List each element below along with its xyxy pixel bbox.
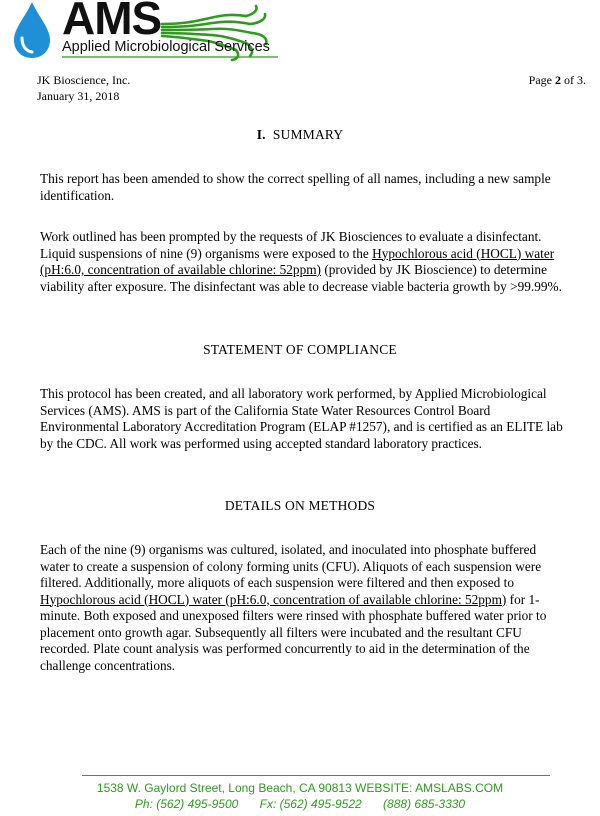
summary-paragraph-2-start: Work outlined has been prompted by the requests of JK Biosciences to evaluate a disinfectant. Liquid suspensions of nine (9) organisms were exposed to the — [40, 229, 542, 261]
methods-paragraph — [40, 542, 565, 674]
ams-logo — [10, 0, 280, 62]
methods-disinfectant-name: Hypochlorous acid (HOCL) water (pH:6.0, concentration of available chlorine: 52ppm) — [40, 591, 507, 607]
logo-abbreviation: AMS — [62, 0, 162, 44]
page-prefix: Page — [528, 73, 555, 87]
client-info — [37, 72, 130, 104]
methods-paragraph-start: Each of the nine (9) organisms was cultured, isolated, and inoculated into phosphate buffered water to create a suspension of colony forming units (CFU). Aliquots of each suspension were filtered. Additionally, more aliquots of each suspension were filtered and then exposed to — [40, 542, 542, 590]
page-suffix: of 3. — [561, 73, 586, 87]
summary-numeral: I. — [256, 127, 266, 142]
footer-divider — [82, 775, 550, 776]
summary-paragraph-1: This report has been amended to show the correct spelling of all names, including a new sample identification. — [40, 171, 551, 203]
footer-tollfree: (888) 685-3330 — [383, 797, 466, 811]
compliance-paragraph: This protocol has been created, and all laboratory work performed, by Applied Microbiological Services (AMS). AMS is part of the California State Water Resources Control Board Environmental Laboratory Accreditation Program (ELAP #1257), and is certified as an ELITE lab by the CDC. All work was performed using accepted standard laboratory practices. — [40, 386, 563, 451]
summary-title: SUMMARY — [272, 127, 344, 142]
page-number: 2 — [555, 73, 561, 87]
footer-fax: Fx: (562) 495-9522 — [259, 797, 362, 811]
methods-heading: DETAILS ON METHODS — [224, 498, 376, 513]
disinfectant-name: Hypochlorous acid (HOCL) water (pH:6.0, concentration of available chlorine: 52ppm) — [40, 245, 555, 277]
summary-paragraph-2-end: (provided by JK Bioscience) to determine viability after exposure. The disinfectant was able to decrease viable bacteria growth by >99.99%. — [40, 262, 562, 294]
page-indicator — [529, 72, 586, 88]
footer-address: 1538 W. Gaylord Street, Long Beach, CA 90813 WEBSITE: AMSLABS.COM — [96, 781, 504, 795]
summary-heading — [0, 127, 600, 143]
compliance-heading: STATEMENT OF COMPLIANCE — [203, 342, 397, 357]
logo-company-name: Applied Microbiological Services — [62, 39, 270, 55]
water-drop-icon — [14, 2, 50, 58]
report-date: January 31, 2018 — [37, 89, 120, 103]
footer-phone: Ph: (562) 495-9500 — [134, 797, 239, 811]
methods-paragraph-end: for 1-minute. Both exposed and unexposed filters were rinsed with phosphate buffered water prior to placement onto growth agar. Subsequently all filters were incubated and the resultant CFU recorded. Plate count analysis was performed concurrently to aid in the determination of the challenge concentrations. — [40, 591, 547, 673]
summary-paragraph-2 — [40, 229, 565, 295]
client-name: JK Bioscience, Inc. — [37, 73, 131, 87]
footer-contacts — [0, 797, 600, 811]
